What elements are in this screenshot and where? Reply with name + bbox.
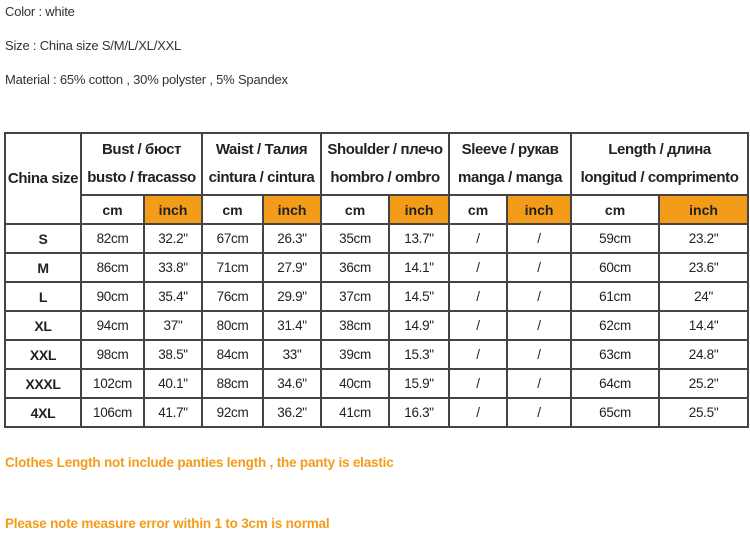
size-cell: 4XL xyxy=(5,398,81,427)
table-row xyxy=(5,369,748,398)
unit-inch: inch xyxy=(263,195,321,224)
size-chart-table xyxy=(4,132,749,428)
table-cell: / xyxy=(449,369,507,398)
table-cell: 16.3" xyxy=(389,398,449,427)
table-cell: 84cm xyxy=(202,340,263,369)
table-cell: 35cm xyxy=(321,224,389,253)
table-cell: 37cm xyxy=(321,282,389,311)
table-cell: / xyxy=(449,224,507,253)
error-note: Please note measure error within 1 to 3cm is normal xyxy=(5,516,330,531)
table-cell: 13.7" xyxy=(389,224,449,253)
unit-cm: cm xyxy=(81,195,144,224)
spec-size: Size : China size S/M/L/XL/XXL xyxy=(5,38,182,53)
table-cell: 14.5" xyxy=(389,282,449,311)
header-row xyxy=(5,133,748,195)
length-header xyxy=(571,133,748,195)
table-cell: 38.5" xyxy=(144,340,202,369)
table-cell: 36.2" xyxy=(263,398,321,427)
table-cell: 25.5" xyxy=(659,398,748,427)
table-cell: 71cm xyxy=(202,253,263,282)
size-cell: L xyxy=(5,282,81,311)
sleeve-header-line2: manga / manga xyxy=(458,169,563,186)
table-cell: 40cm xyxy=(321,369,389,398)
table-cell: 106cm xyxy=(81,398,144,427)
length-header-line1: Length / длина xyxy=(608,141,711,158)
unit-inch: inch xyxy=(144,195,202,224)
table-cell: 62cm xyxy=(571,311,659,340)
table-cell: 37" xyxy=(144,311,202,340)
table-cell: 40.1" xyxy=(144,369,202,398)
table-cell: 38cm xyxy=(321,311,389,340)
table-cell: 24" xyxy=(659,282,748,311)
table-cell: 26.3" xyxy=(263,224,321,253)
size-cell: XXXL xyxy=(5,369,81,398)
shoulder-header-line1: Shoulder / плечо xyxy=(327,141,443,158)
table-cell: / xyxy=(449,253,507,282)
table-cell: 67cm xyxy=(202,224,263,253)
unit-inch: inch xyxy=(389,195,449,224)
table-cell: 33" xyxy=(263,340,321,369)
unit-cm: cm xyxy=(202,195,263,224)
size-cell: XXL xyxy=(5,340,81,369)
table-cell: 88cm xyxy=(202,369,263,398)
table-cell: 61cm xyxy=(571,282,659,311)
table-cell: 29.9" xyxy=(263,282,321,311)
length-header-line2: longitud / comprimento xyxy=(580,169,739,186)
table-cell: / xyxy=(449,282,507,311)
table-cell: 63cm xyxy=(571,340,659,369)
table-cell: / xyxy=(507,398,571,427)
table-row xyxy=(5,311,748,340)
size-cell: M xyxy=(5,253,81,282)
size-cell: S xyxy=(5,224,81,253)
table-row xyxy=(5,253,748,282)
table-cell: / xyxy=(507,340,571,369)
table-cell: 31.4" xyxy=(263,311,321,340)
unit-inch: inch xyxy=(659,195,748,224)
table-cell: 76cm xyxy=(202,282,263,311)
unit-inch: inch xyxy=(507,195,571,224)
table-row xyxy=(5,340,748,369)
table-cell: 92cm xyxy=(202,398,263,427)
table-cell: / xyxy=(449,311,507,340)
length-note: Clothes Length not include panties length , the panty is elastic xyxy=(5,455,394,470)
spec-color: Color : white xyxy=(5,4,75,19)
table-cell: 14.9" xyxy=(389,311,449,340)
table-cell: 59cm xyxy=(571,224,659,253)
spec-material: Material : 65% cotton , 30% polyster , 5% Spandex xyxy=(5,72,288,87)
table-row xyxy=(5,282,748,311)
table-cell: 25.2" xyxy=(659,369,748,398)
bust-header xyxy=(81,133,202,195)
table-cell: 23.6" xyxy=(659,253,748,282)
table-cell: / xyxy=(507,253,571,282)
size-cell: XL xyxy=(5,311,81,340)
table-cell: 39cm xyxy=(321,340,389,369)
bust-header-line2: busto / fracasso xyxy=(87,169,196,186)
table-cell: 60cm xyxy=(571,253,659,282)
table-cell: / xyxy=(507,369,571,398)
table-cell: 82cm xyxy=(81,224,144,253)
waist-header xyxy=(202,133,321,195)
table-cell: 34.6" xyxy=(263,369,321,398)
table-cell: / xyxy=(507,311,571,340)
table-cell: 15.3" xyxy=(389,340,449,369)
table-cell: 23.2" xyxy=(659,224,748,253)
china-size-header: China size xyxy=(5,133,81,224)
table-cell: 27.9" xyxy=(263,253,321,282)
table-cell: 36cm xyxy=(321,253,389,282)
shoulder-header-line2: hombro / ombro xyxy=(330,169,440,186)
table-cell: / xyxy=(449,340,507,369)
table-cell: 35.4" xyxy=(144,282,202,311)
unit-cm: cm xyxy=(571,195,659,224)
table-cell: / xyxy=(449,398,507,427)
table-cell: 14.1" xyxy=(389,253,449,282)
table-cell: 41cm xyxy=(321,398,389,427)
unit-cm: cm xyxy=(321,195,389,224)
table-cell: 64cm xyxy=(571,369,659,398)
waist-header-line1: Waist / Талия xyxy=(215,141,308,158)
table-cell: 14.4" xyxy=(659,311,748,340)
table-cell: 24.8" xyxy=(659,340,748,369)
table-cell: 94cm xyxy=(81,311,144,340)
table-row xyxy=(5,224,748,253)
table-cell: 98cm xyxy=(81,340,144,369)
table-cell: / xyxy=(507,224,571,253)
table-cell: 90cm xyxy=(81,282,144,311)
table-cell: 102cm xyxy=(81,369,144,398)
table-cell: 32.2" xyxy=(144,224,202,253)
shoulder-header xyxy=(321,133,449,195)
unit-row xyxy=(5,195,748,224)
waist-header-line2: cintura / cintura xyxy=(208,169,315,186)
table-cell: 65cm xyxy=(571,398,659,427)
table-cell: 15.9" xyxy=(389,369,449,398)
sleeve-header xyxy=(449,133,571,195)
table-row xyxy=(5,398,748,427)
unit-cm: cm xyxy=(449,195,507,224)
table-cell: 41.7" xyxy=(144,398,202,427)
bust-header-line1: Bust / бюст xyxy=(102,141,182,158)
table-cell: 86cm xyxy=(81,253,144,282)
table-cell: / xyxy=(507,282,571,311)
sleeve-header-line1: Sleeve / рукав xyxy=(461,141,559,158)
table-cell: 33.8" xyxy=(144,253,202,282)
table-cell: 80cm xyxy=(202,311,263,340)
